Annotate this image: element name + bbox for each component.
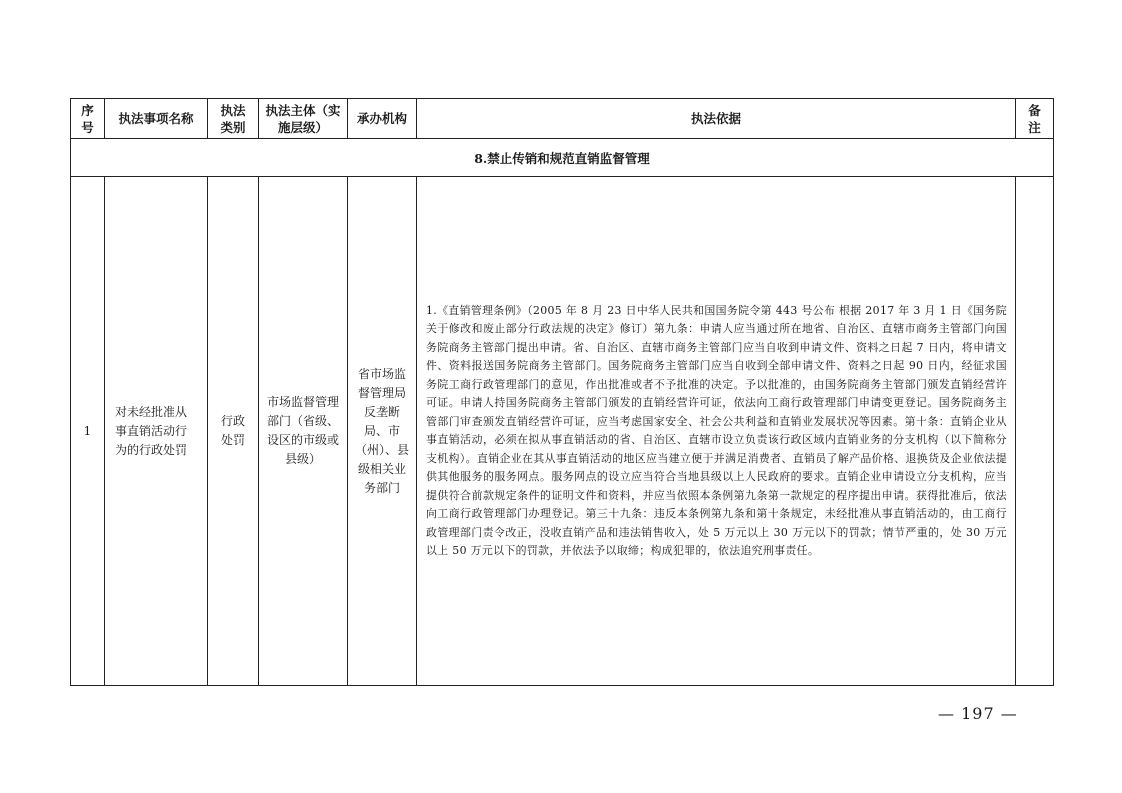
row-seq: 1 <box>71 177 105 686</box>
header-subject: 执法主体（实施层级） <box>259 99 348 139</box>
row-basis <box>417 177 1016 686</box>
header-remarks: 备注 <box>1016 99 1054 139</box>
header-category: 执法类别 <box>208 99 259 139</box>
row-category: 行政处罚 <box>208 177 259 686</box>
header-row <box>71 99 1054 139</box>
section-title: 8.禁止传销和规范直销监督管理 <box>71 139 1054 177</box>
header-basis: 执法依据 <box>417 99 1016 139</box>
section-row <box>71 139 1054 177</box>
enforcement-table <box>70 98 1054 686</box>
row-subject: 市场监督管理部门（省级、设区的市级或县级） <box>259 177 348 686</box>
page-number: — 197 — <box>938 704 1018 723</box>
header-agency: 承办机构 <box>348 99 417 139</box>
header-seq: 序号 <box>71 99 105 139</box>
table-row <box>71 177 1054 686</box>
row-item-name-text: 对未经批准从事直销活动行为的行政处罚 <box>115 404 188 457</box>
row-basis-text: 1.《直销管理条例》（2005 年 8 月 23 日中华人民共和国国务院令第 443 号公布 根据 2017 年 3 月 1 日《国务院关于修改和废止部分行政法规的决定》修订）第九条：申请人应当通过所在地省、自治区、直辖市商务主管部门向国务院商务主管部门提出申请。省、自治区、直辖市商务主管部门应当自收到申请文件、资料之日起 7 日内，将申请文件、资料报送国务院商务主管部门。国务院商务主管部门应当自收到全部申请文件、资料之日起 90 日内，经征求国务院工商行政管理部门的意见，作出批准或者不予批准的决定。予以批准的，由国务院商务主管部门颁发直销经营许可证。申请人持国务院商务主管部门颁发的直销经营许可证，依法向工商行政管理部门申请变更登记。国务院商务主管部门审查颁发直销经营许可证，应当考虑国家安全、社会公共利益和直销业发展状况等因素。第十条：直销企业从事直销活动，必须在拟从事直销活动的省、自治区、直辖市设立负责该行政区域内直销业务的分支机构（以下简称分支机构）。直销企业在其从事直销活动的地区应当建立便于并满足消费者、直销员了解产品价格、退换货及企业依法提供其他服务的服务网点。服务网点的设立应当符合当地县级以上人民政府的要求。直销企业申请设立分支机构，应当提供符合前款规定条件的证明文件和资料，并应当依照本条例第九条第一款规定的程序提出申请。获得批准后，依法向工商行政管理部门办理登记。第三十九条：违反本条例第九条和第十条规定，未经批准从事直销活动的，由工商行政管理部门责令改正，没收直销产品和违法销售收入，处 5 万元以上 30 万元以下的罚款；情节严重的，处 30 万元以上 50 万元以下的罚款，并依法予以取缔；构成犯罪的，依法追究刑事责任。 <box>426 303 1007 557</box>
row-agency: 省市场监督管理局反垄断局、市（州）、县级相关业务部门 <box>348 177 417 686</box>
header-item-name: 执法事项名称 <box>105 99 208 139</box>
row-remarks <box>1016 177 1054 686</box>
row-item-name <box>105 177 208 686</box>
